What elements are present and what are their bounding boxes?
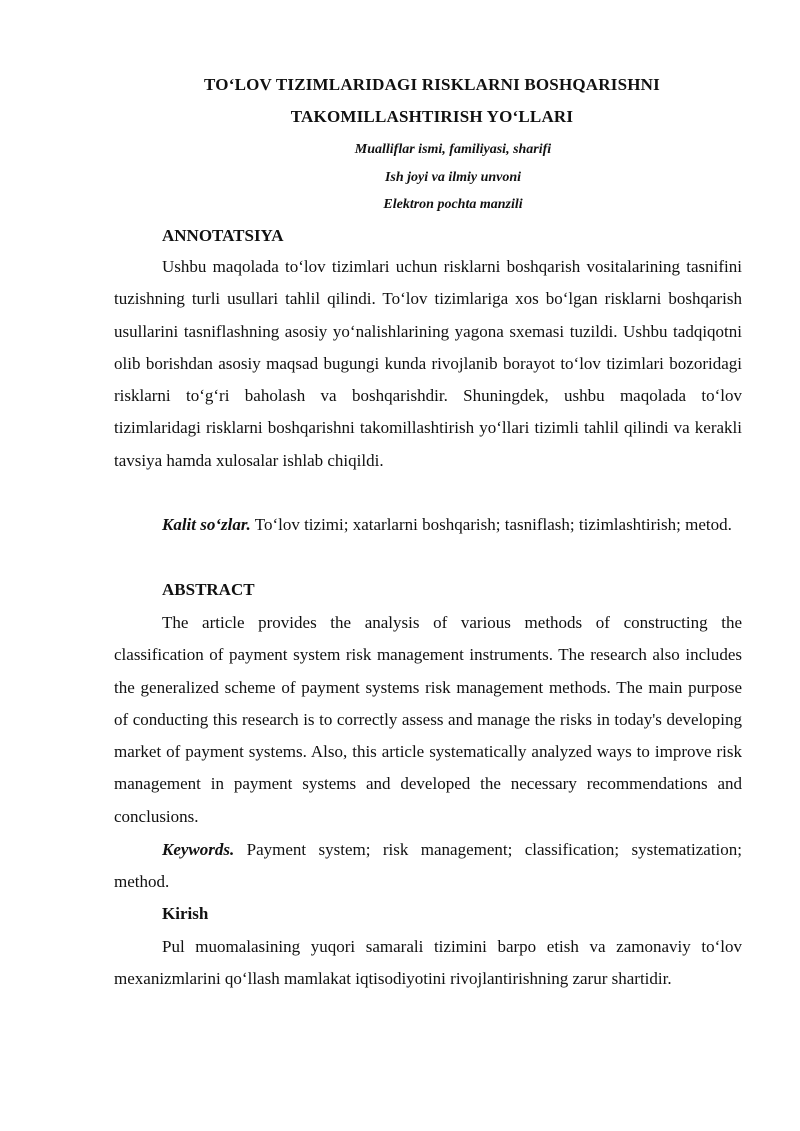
paper-title-line-1: TO‘LOV TIZIMLARIDAGI RISKLARNI BOSHQARISHNI — [204, 75, 660, 94]
annotatsiya-keywords — [114, 509, 742, 541]
abstract-keywords-text: Payment system; risk management; classification; systematization; method. — [114, 840, 742, 892]
annotatsiya-keywords-text: To‘lov tizimi; xatarlarni boshqarish; tasniflash; tizimlashtirish; metod. — [250, 515, 732, 534]
author-names: Mualliflar ismi, familiyasi, sharifi — [354, 142, 552, 157]
annotatsiya-keywords-label: Kalit so‘zlar. — [162, 515, 251, 534]
abstract-text: The article provides the analysis of various methods of constructing the classification of payment system risk management instruments. The research also includes the generalized scheme of payment systems risk management methods. The main purpose of conducting this research is to correctly assess and manage the risks in today's developing market of payment systems. Also, this article systematically analyzed ways to improve risk management in payment systems and developed the necessary recommendations and conclusions. — [114, 613, 742, 826]
abstract-keywords — [114, 834, 742, 899]
annotatsiya-heading: ANNOTATSIYA — [162, 226, 284, 245]
abstract-heading: ABSTRACT — [162, 580, 255, 599]
author-email: Elektron pochta manzili — [383, 197, 523, 212]
kirish-heading: Kirish — [162, 904, 209, 923]
abstract-keywords-label: Keywords. — [162, 840, 235, 859]
paper-title-line-2: TAKOMILLASHTIRISH YO‘LLARI — [290, 107, 574, 126]
kirish-text: Pul muomalasining yuqori samarali tizimini barpo etish va zamonaviy to‘lov mexanizmlarini qo‘llash mamlakat iqtisodiyotini rivojlantirishning zarur shartidir. — [114, 937, 742, 989]
author-workplace: Ish joyi va ilmiy unvoni — [384, 170, 522, 185]
annotatsiya-text: Ushbu maqolada to‘lov tizimlari uchun risklarni boshqarish vositalarining tasnifini tuzishning turli usullari tahlil qilindi. To‘lov tizimlariga xos bo‘lgan risklarni boshqarish usullarini tasniflashning asosiy yo‘nalishlarining yagona sxemasi tuzildi. Ushbu tadqiqotni olib borishdan asosiy maqsad bugungi kunda rivojlanib borayot to‘lov tizimlari bozoridagi risklarni to‘g‘ri baholash va boshqarishdir. Shuningdek, ushbu maqolada to‘lov tizimlaridagi risklarni boshqarishni takomillashtirish yo‘llari tizimli tahlil qilindi va kerakli tavsiya hamda xulosalar ishlab chiqildi. — [114, 257, 742, 470]
